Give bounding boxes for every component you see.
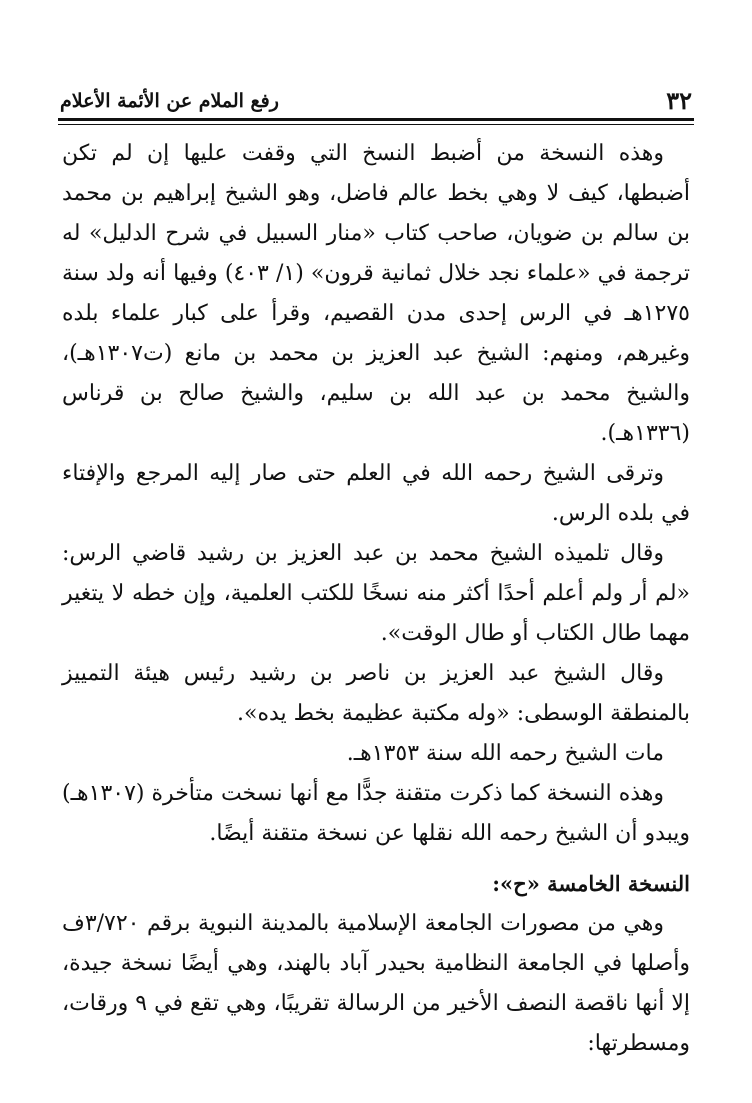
body-text <box>62 134 690 1064</box>
page-header <box>60 82 692 116</box>
running-title: رفع الملام عن الأئمة الأعلام <box>60 90 279 112</box>
paragraph-sheikh-rise: وترقى الشيخ رحمه الله في العلم حتى صار إليه المرجع والإفتاء في بلده الرس. <box>62 461 690 526</box>
paragraph-student-quote: وقال تلميذه الشيخ محمد بن عبد العزيز بن رشيد قاضي الرس: «لم أر ولم أعلم أحدًا أكثر منه نسخًا للكتب العلمية، وإن خطه لا يتغير مهما طال الكتاب أو طال الوقت». <box>62 541 690 646</box>
paragraph-manuscript-description: وهذه النسخة من أضبط النسخ التي وقفت عليها إن لم تكن أضبطها، كيف لا وهي بخط عالم فاضل، وهو الشيخ إبراهيم بن محمد بن سالم بن ضويان، صاحب كتاب «منار السبيل في شرح الدليل» له ترجمة في «علماء نجد خلال ثمانية قرون» (١/ ٤٠٣) وفيها أنه ولد سنة ١٢٧٥هـ في الرس إحدى مدن القصيم، وقرأ على كبار علماء بلده وغيرهم، ومنهم: الشيخ عبد العزيز بن محمد بن مانع (ت١٣٠٧هـ)، والشيخ محمد بن عبد الله بن سليم، والشيخ صالح بن قرناس (١٣٣٦هـ). <box>62 141 691 446</box>
paragraph-death-date: مات الشيخ رحمه الله سنة ١٣٥٣هـ. <box>346 741 664 766</box>
paragraph-manuscript-accuracy: وهذه النسخة كما ذكرت متقنة جدًّا مع أنها نسخت متأخرة (١٣٠٧هـ) ويبدو أن الشيخ رحمه الله نقلها عن نسخة متقنة أيضًا. <box>62 781 690 846</box>
section-heading-fifth-manuscript: النسخة الخامسة «ح»: <box>492 871 690 896</box>
page-number: ٣٢ <box>666 86 692 115</box>
paragraph-library-quote: وقال الشيخ عبد العزيز بن ناصر بن رشيد رئيس هيئة التمييز بالمنطقة الوسطى: «وله مكتبة عظيمة بخط يده». <box>62 661 690 726</box>
header-rule-thick <box>58 118 694 121</box>
header-rule-thin <box>58 124 694 125</box>
paragraph-fifth-manuscript: وهي من مصورات الجامعة الإسلامية بالمدينة النبوية برقم ٣/٧٢٠ف وأصلها في الجامعة النظامية بحيدر آباد بالهند، وهي أيضًا نسخة جيدة، إلا أنها ناقصة النصف الأخير من الرسالة تقريبًا، وهي تقع في ٩ ورقات، ومسطرتها: <box>62 911 690 1056</box>
